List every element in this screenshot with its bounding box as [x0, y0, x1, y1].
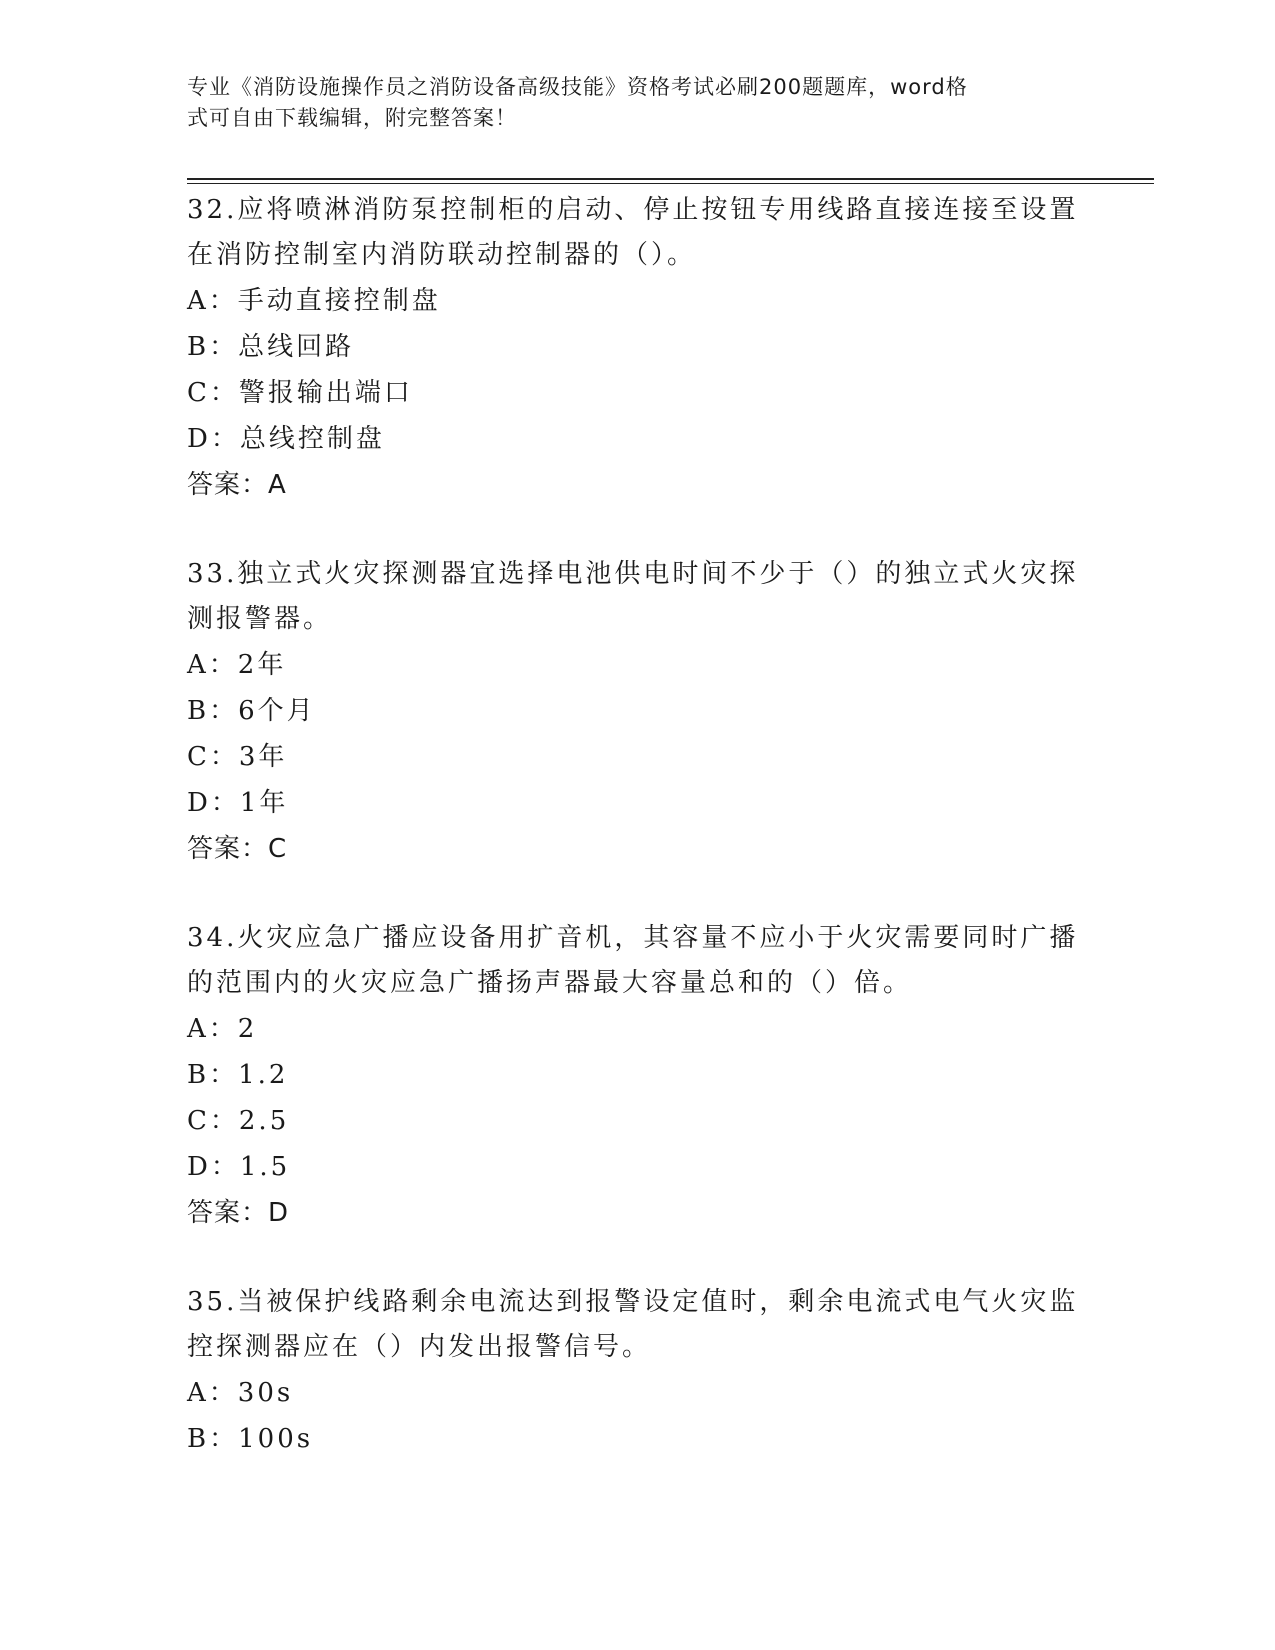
option-b: B：6个月 [187, 696, 316, 726]
option-b: B：总线回路 [187, 332, 355, 362]
option-d: D：1.5 [187, 1152, 291, 1182]
question-stem-line-2: 测报警器。 [187, 604, 333, 634]
option-a: A：2年 [187, 650, 287, 680]
question-stem [187, 1280, 1087, 1370]
question-32 [187, 188, 1087, 508]
question-33 [187, 552, 1087, 872]
header-line-2: 式可自由下载编辑，附完整答案！ [187, 106, 517, 130]
question-stem-line-1: 33.独立式火灾探测器宜选择电池供电时间不少于（）的独立式火灾探 [187, 559, 1079, 589]
header-line-1: 专业《消防设施操作员之消防设备高级技能》资格考试必刷200题题库，word格 [187, 75, 968, 99]
question-stem [187, 552, 1087, 642]
question-stem-line-1: 34.火灾应急广播应设备用扩音机，其容量不应小于火灾需要同时广播 [187, 923, 1079, 953]
question-stem-line-1: 32.应将喷淋消防泵控制柜的启动、停止按钮专用线路直接连接至设置 [187, 195, 1079, 225]
question-stem-line-2: 控探测器应在（）内发出报警信号。 [187, 1332, 652, 1362]
option-c: C：警报输出端口 [187, 378, 413, 408]
question-stem-line-2: 的范围内的火灾应急广播扬声器最大容量总和的（）倍。 [187, 968, 913, 998]
option-a: A：手动直接控制盘 [187, 286, 441, 316]
header-divider-thick [187, 178, 1154, 180]
option-d: D：总线控制盘 [187, 424, 385, 454]
answer-line: 答案：A [187, 470, 287, 500]
option-c: C：2.5 [187, 1106, 290, 1136]
option-b: B：1.2 [187, 1060, 289, 1090]
option-b: B：100s [187, 1424, 314, 1454]
question-stem-line-1: 35.当被保护线路剩余电流达到报警设定值时，剩余电流式电气火灾监 [187, 1287, 1079, 1317]
question-35 [187, 1280, 1087, 1462]
option-d: D：1年 [187, 788, 289, 818]
option-c: C：3年 [187, 742, 288, 772]
option-a: A：2 [187, 1014, 258, 1044]
answer-line: 答案：C [187, 834, 288, 864]
question-list [187, 188, 1087, 1506]
question-stem-line-2: 在消防控制室内消防联动控制器的（）。 [187, 240, 697, 270]
question-stem [187, 916, 1087, 1006]
question-stem [187, 188, 1087, 278]
header-divider-thin [187, 183, 1154, 184]
question-34 [187, 916, 1087, 1236]
document-header [187, 72, 1067, 134]
answer-line: 答案：D [187, 1198, 290, 1228]
option-a: A：30s [187, 1378, 294, 1408]
